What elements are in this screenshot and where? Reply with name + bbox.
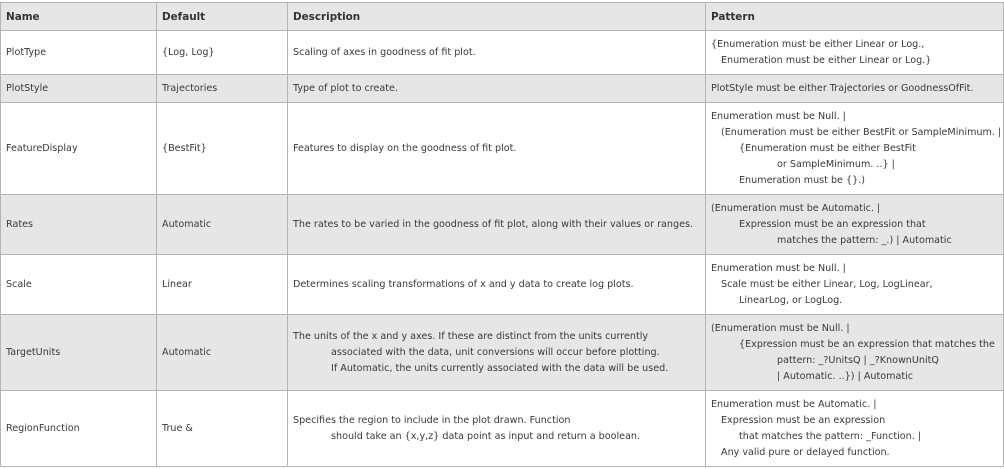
pattern-line: PlotStyle must be either Trajectories or GoodnessOfFit.: [711, 82, 974, 94]
option-name: FeatureDisplay: [1, 103, 157, 195]
table-row: [1, 103, 1004, 195]
option-description: [288, 391, 706, 467]
pattern-line: {Expression must be an expression that matches the: [739, 338, 995, 350]
pattern-line: Expression must be an expression that: [739, 218, 926, 230]
option-name: RegionFunction: [1, 391, 157, 467]
pattern-line: | Automatic. ..}) | Automatic: [777, 370, 914, 382]
description-line: Type of plot to create.: [293, 82, 399, 94]
pattern-line: Enumeration must be Automatic. |: [711, 398, 877, 410]
pattern-line: or SampleMinimum. ..} |: [777, 158, 895, 170]
header-pattern: Pattern: [706, 3, 1004, 31]
option-name: PlotStyle: [1, 75, 157, 103]
option-description: [288, 75, 706, 103]
option-default: {Log, Log}: [157, 31, 288, 75]
pattern-line: matches the pattern: _.) | Automatic: [777, 234, 952, 246]
option-pattern: [706, 75, 1004, 103]
option-default: Automatic: [157, 315, 288, 391]
option-description: [288, 255, 706, 315]
option-name: TargetUnits: [1, 315, 157, 391]
header-description: Description: [288, 3, 706, 31]
table-row: [1, 195, 1004, 255]
pattern-line: Scale must be either Linear, Log, LogLinear,: [721, 278, 933, 290]
pattern-line: Enumeration must be {}.): [739, 174, 865, 186]
table-row: [1, 391, 1004, 467]
pattern-line: (Enumeration must be Null. |: [711, 322, 850, 334]
pattern-line: Enumeration must be Null. |: [711, 262, 846, 274]
pattern-line: (Enumeration must be Automatic. |: [711, 202, 881, 214]
option-pattern: [706, 195, 1004, 255]
option-name: Rates: [1, 195, 157, 255]
pattern-line: Enumeration must be either Linear or Log.}: [721, 54, 932, 66]
pattern-line: Expression must be an expression: [721, 414, 886, 426]
option-pattern: [706, 255, 1004, 315]
option-default: Trajectories: [157, 75, 288, 103]
table-row: [1, 255, 1004, 315]
pattern-line: Any valid pure or delayed function.: [721, 446, 890, 458]
pattern-line: pattern: _?UnitsQ | _?KnownUnitQ: [777, 354, 939, 366]
header-row: [1, 3, 1004, 31]
option-pattern: [706, 315, 1004, 391]
option-pattern: [706, 391, 1004, 467]
option-pattern: [706, 31, 1004, 75]
option-name: PlotType: [1, 31, 157, 75]
description-line: If Automatic, the units currently associated with the data will be used.: [331, 362, 669, 374]
description-line: Scaling of axes in goodness of fit plot.: [293, 46, 476, 58]
pattern-line: {Enumeration must be either Linear or Log.,: [711, 38, 925, 50]
description-line: The rates to be varied in the goodness of fit plot, along with their values or ranges.: [293, 218, 694, 230]
pattern-line: Enumeration must be Null. |: [711, 110, 846, 122]
table-row: [1, 315, 1004, 391]
option-name: Scale: [1, 255, 157, 315]
option-description: [288, 315, 706, 391]
header-name: Name: [1, 3, 157, 31]
description-line: Specifies the region to include in the plot drawn. Function: [293, 414, 571, 426]
option-default: {BestFit}: [157, 103, 288, 195]
table-row: [1, 31, 1004, 75]
pattern-line: {Enumeration must be either BestFit: [739, 142, 916, 154]
option-description: [288, 31, 706, 75]
header-default: Default: [157, 3, 288, 31]
option-default: Linear: [157, 255, 288, 315]
option-default: True &: [157, 391, 288, 467]
pattern-line: LinearLog, or LogLog.: [739, 294, 843, 306]
options-table: [0, 2, 1004, 467]
option-description: [288, 195, 706, 255]
table-row: [1, 75, 1004, 103]
option-description: [288, 103, 706, 195]
description-line: Features to display on the goodness of fit plot.: [293, 142, 517, 154]
description-line: should take an {x,y,z} data point as input and return a boolean.: [331, 430, 641, 442]
pattern-line: (Enumeration must be either BestFit or SampleMinimum. |: [721, 126, 1002, 138]
pattern-line: that matches the pattern: _Function. |: [739, 430, 922, 442]
description-line: associated with the data, unit conversions will occur before plotting.: [331, 346, 660, 358]
description-line: The units of the x and y axes. If these are distinct from the units currently: [293, 330, 649, 342]
description-line: Determines scaling transformations of x and y data to create log plots.: [293, 278, 634, 290]
option-pattern: [706, 103, 1004, 195]
option-default: Automatic: [157, 195, 288, 255]
